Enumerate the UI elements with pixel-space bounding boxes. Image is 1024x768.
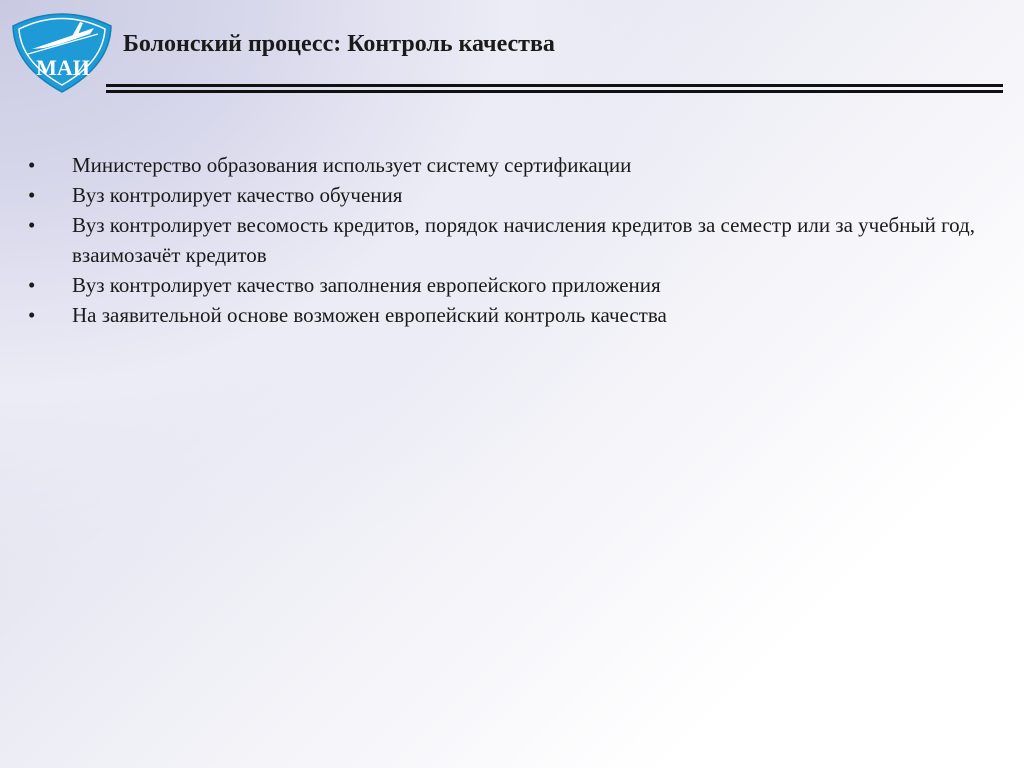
bullet-icon: • — [28, 153, 36, 177]
slide-title: Болонский процесс: Контроль качества — [123, 31, 555, 57]
bullet-text: Вуз контролирует весомость кредитов, порядок начисления кредитов за семестр или за учебный год, взаимозачёт кредитов — [72, 213, 975, 267]
list-item — [28, 270, 988, 300]
list-item — [28, 150, 988, 180]
list-item — [28, 210, 988, 270]
title-divider-top — [106, 84, 1003, 87]
bullet-text: На заявительной основе возможен европейский контроль качества — [72, 303, 667, 327]
list-item — [28, 300, 988, 330]
bullet-list — [28, 150, 988, 330]
bullet-icon: • — [28, 273, 36, 297]
bullet-text: Министерство образования использует систему сертификации — [72, 153, 632, 177]
bullet-icon: • — [28, 303, 36, 327]
mai-logo — [10, 4, 114, 94]
bullet-text: Вуз контролирует качество заполнения европейского приложения — [72, 273, 661, 297]
bullet-icon: • — [28, 213, 36, 237]
title-divider-bottom — [106, 90, 1003, 93]
bullet-icon: • — [28, 183, 36, 207]
bullet-text: Вуз контролирует качество обучения — [72, 183, 403, 207]
list-item — [28, 180, 988, 210]
logo-text: МАИ — [36, 55, 90, 80]
